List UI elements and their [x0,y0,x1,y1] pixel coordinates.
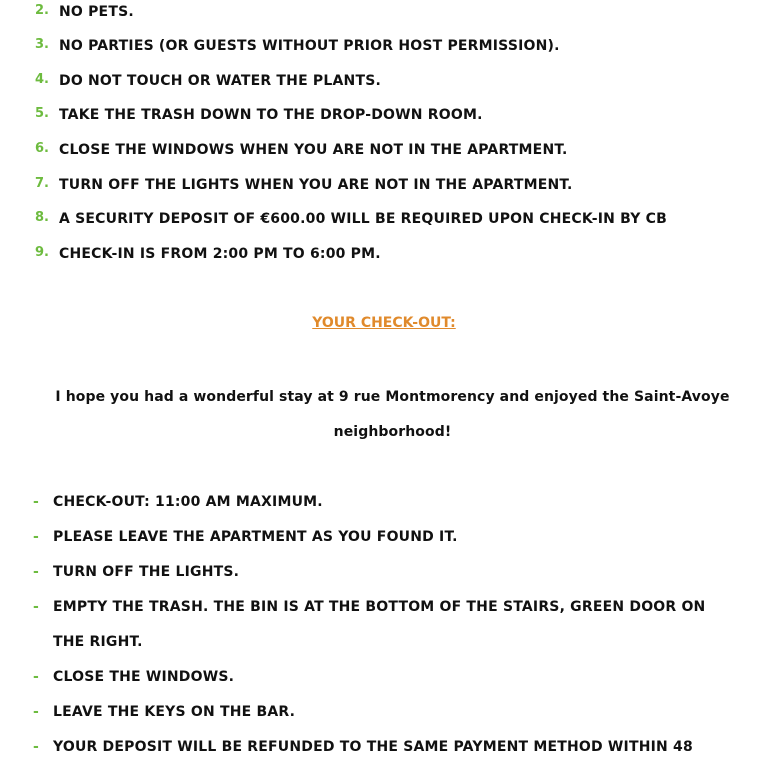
checkout-list-item [33,660,733,695]
rule-number: 6. [35,141,49,156]
rule-text: DO NOT TOUCH OR WATER THE PLANTS. [59,73,381,89]
rule-text: TURN OFF THE LIGHTS WHEN YOU ARE NOT IN THE APARTMENT. [59,177,573,193]
checkout-item-text: CHECK-OUT: 11:00 AM MAXIMUM. [53,494,323,510]
rule-text: CHECK-IN IS FROM 2:00 PM TO 6:00 PM. [59,246,381,262]
bullet-dash: - [33,494,40,510]
checkout-list-item [33,555,733,590]
checkout-item-text: CLOSE THE WINDOWS. [53,669,235,685]
rule-text: TAKE THE TRASH DOWN TO THE DROP-DOWN ROOM. [59,107,483,123]
rule-item [35,209,667,229]
rule-number: 2. [35,3,49,18]
bullet-dash: - [33,599,40,615]
rule-text: CLOSE THE WINDOWS WHEN YOU ARE NOT IN THE APARTMENT. [59,142,568,158]
checkout-item-text: PLEASE LEAVE THE APARTMENT AS YOU FOUND IT. [53,529,458,545]
rule-number: 5. [35,106,49,121]
checkout-list-item [33,485,733,520]
checkout-list-item [33,520,733,555]
checkout-section-title: YOUR CHECK-OUT: [312,315,456,331]
bullet-dash: - [33,739,40,755]
rule-number: 4. [35,72,49,87]
rule-item [35,71,381,91]
rule-item [35,105,483,125]
rule-item [35,36,560,56]
rule-number: 7. [35,176,49,191]
checkout-instructions-list [33,485,733,765]
rule-item [35,175,573,195]
checkout-list-item [33,590,733,660]
rule-number: 3. [35,37,49,52]
rule-item [35,140,568,160]
rule-item [35,244,381,264]
checkout-item-text: EMPTY THE TRASH. THE BIN IS AT THE BOTTOM OF THE STAIRS, GREEN DOOR ON THE RIGHT. [53,599,706,650]
checkout-item-text: YOUR DEPOSIT WILL BE REFUNDED TO THE SAME PAYMENT METHOD WITHIN 48 [53,739,693,755]
bullet-dash: - [33,529,40,545]
rule-text: NO PARTIES (OR GUESTS WITHOUT PRIOR HOST PERMISSION). [59,38,560,54]
bullet-dash: - [33,564,40,580]
checkout-intro-paragraph: I hope you had a wonderful stay at 9 rue Montmorency and enjoyed the Saint-Avoye neighborhood! [55,389,730,440]
checkout-list-item [33,695,733,730]
rule-text: A SECURITY DEPOSIT OF €600.00 WILL BE REQUIRED UPON CHECK-IN BY CB [59,211,667,227]
rule-text: NO PETS. [59,4,134,20]
rule-number: 9. [35,245,49,260]
bullet-dash: - [33,704,40,720]
bullet-dash: - [33,669,40,685]
rule-number: 8. [35,210,49,225]
rule-item [35,2,134,22]
checkout-list-item [33,730,733,765]
checkout-item-text: TURN OFF THE LIGHTS. [53,564,240,580]
checkout-item-text: LEAVE THE KEYS ON THE BAR. [53,704,296,720]
